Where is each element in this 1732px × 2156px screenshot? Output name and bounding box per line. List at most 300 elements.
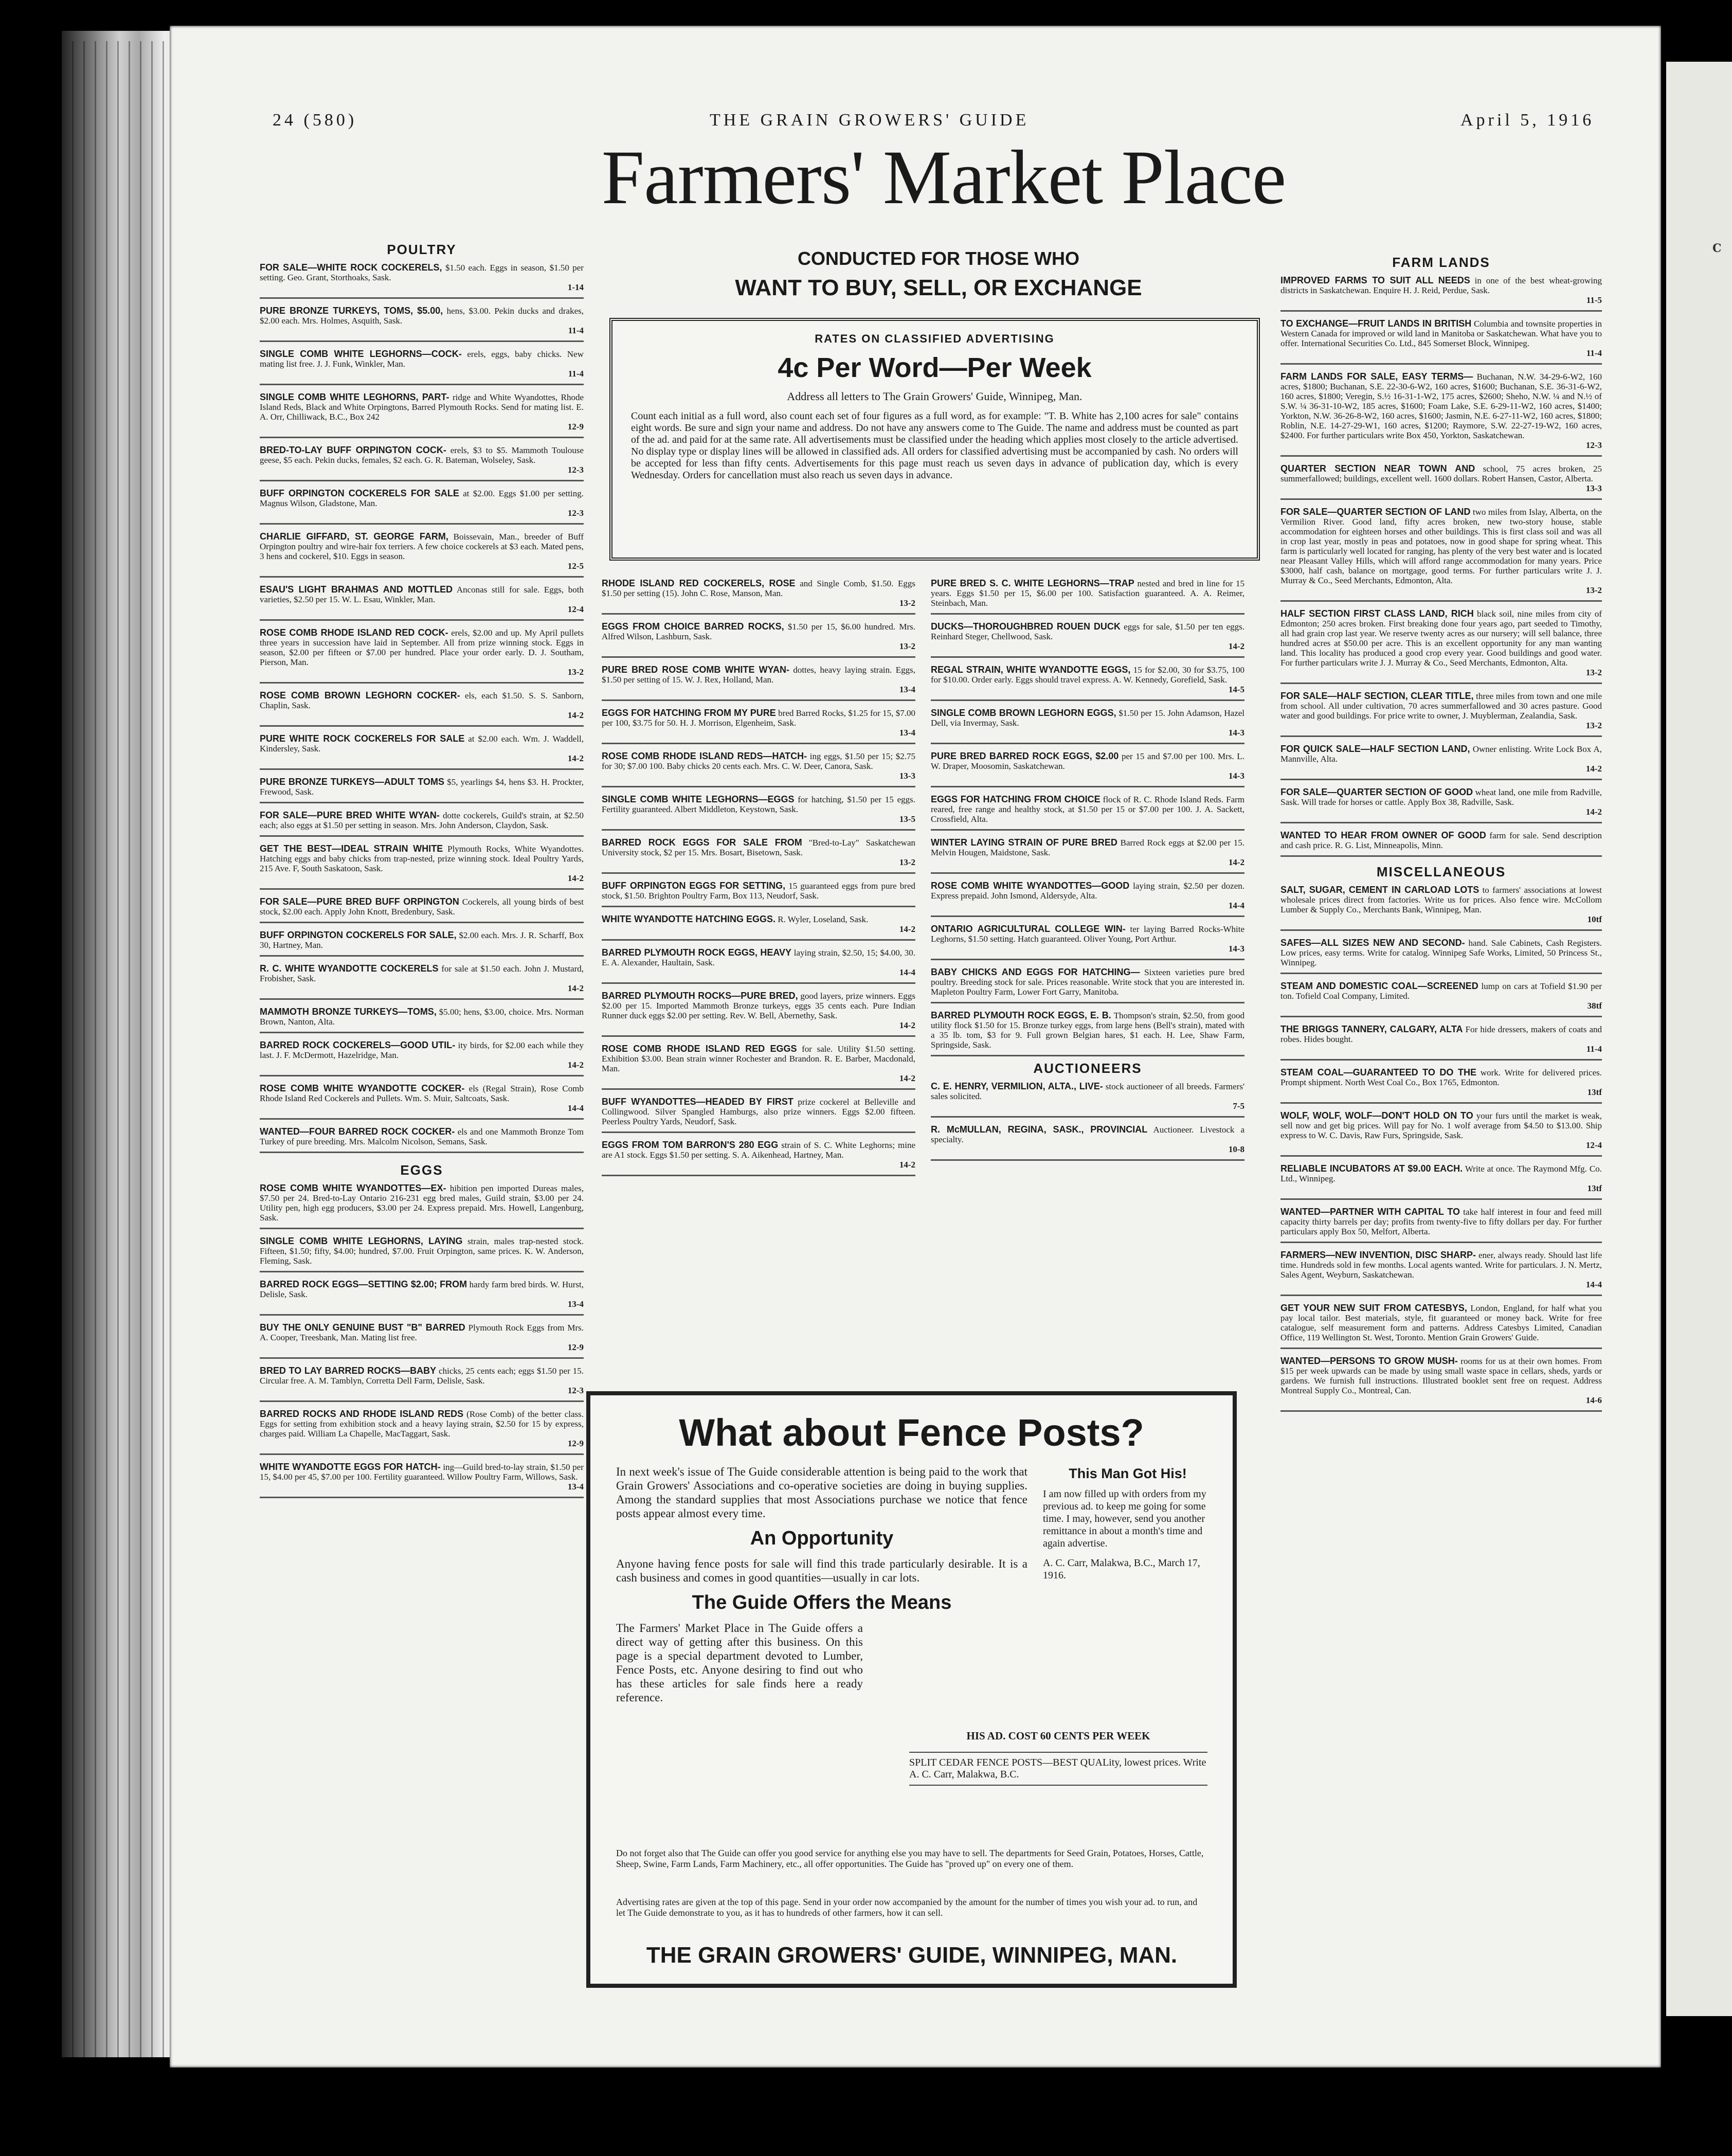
testimonial-signature: A. C. Carr, Malakwa, B.C., March 17, 1916. bbox=[1043, 1557, 1200, 1581]
classified-ad bbox=[260, 1462, 584, 1498]
ad-text: ing—Guild bred-to-lay strain, $1.50 per 15, $4.00 per 45, $7.00 per 100. Fertility guaranteed. Willow Poultry Farm, Willows, Sask. bbox=[260, 1462, 584, 1482]
classified-ad bbox=[260, 964, 584, 1000]
ad-reference: 13-2 bbox=[1585, 668, 1602, 677]
classified-ad bbox=[260, 1040, 584, 1076]
section-heading: MISCELLANEOUS bbox=[1376, 864, 1506, 879]
subtitle-line-2: WANT TO BUY, SELL, OR EXCHANGE bbox=[735, 275, 1142, 300]
ad-reference: 14-2 bbox=[567, 710, 584, 720]
ad-text: for sale at $1.50 each. John J. Mustard, Frobisher, Sask. bbox=[260, 964, 584, 983]
ad-reference: 12-9 bbox=[567, 422, 584, 432]
ad-reference: 14-5 bbox=[1228, 685, 1244, 694]
ad-reference: 10tf bbox=[1587, 914, 1602, 924]
ad-heading: ROSE COMB RHODE ISLAND REDS—HATCH- bbox=[602, 751, 807, 761]
ad-heading: BRED TO LAY BARRED ROCKS—BABY bbox=[260, 1366, 437, 1376]
sample-ad-text: SPLIT CEDAR FENCE POSTS—BEST QUALity, lowest prices. Write A. C. Carr, Malakwa, B.C. bbox=[909, 1752, 1207, 1786]
ad-heading: R. McMULLAN, REGINA, SASK., PROVINCIAL bbox=[931, 1124, 1148, 1135]
ad-text: Thompson's strain, $2.50, from good utility flock $1.50 for 15. Bronze turkey eggs, from large hens (Bell's strain), mated with a 35 lb. tom, $3 for 9. Full grown Belgian hares, $1 each. H. Lee, Shaw Farm, Springside, Sask. bbox=[931, 1011, 1245, 1050]
ad-text: your furs until the market is weak, sell now and get big prices. Will pay for No. 1 wolf average from $4.50 to $13.00. Ship express to W. C. Davis, Raw Furs, Springside, Sask. bbox=[1280, 1111, 1602, 1140]
ad-reference: 13-2 bbox=[899, 598, 915, 608]
ad-text: 15 for $2.00, 30 for $3.75, 100 for $10.00. Order early. Eggs should travel express. A. W. Kennedy, Gorefield, Sask. bbox=[931, 665, 1245, 685]
ad-text: ener, always ready. Should last life time. Hundreds sold in few months. Local agents wanted. Write for particulars. J. N. Mertz, Sales Agent, Weyburn, Saskatchewan. bbox=[1280, 1250, 1602, 1280]
ad-reference: 14-2 bbox=[1585, 764, 1602, 774]
ad-reference: 13-4 bbox=[899, 685, 915, 694]
ad-heading: HALF SECTION FIRST CLASS LAND, RICH bbox=[1280, 608, 1474, 619]
facing-page-edge bbox=[1666, 62, 1732, 2016]
rates-price: 4c Per Word—Per Week bbox=[778, 352, 1092, 383]
facing-page-fragment: C bbox=[1712, 242, 1722, 255]
ad-text: work. Write for delivered prices. Prompt shipment. North West Coal Co., Box 1765, Edmonton. bbox=[1280, 1068, 1602, 1087]
classified-ad bbox=[602, 795, 915, 831]
ad-text: "Bred-to-Lay" Saskatchewan University stock, $2 per 15. Mrs. Bosart, Bisetown, Sask. bbox=[602, 838, 915, 857]
ad-text: hardy farm bred birds. W. Hurst, Delisle, Sask. bbox=[260, 1280, 584, 1299]
ad-text: school, 75 acres broken, 25 summerfallowed; buildings, excellent well. 1600 dollars. Robert Hansen, Castor, Alberta. bbox=[1280, 464, 1602, 483]
classified-ad bbox=[260, 392, 584, 438]
ad-text: erels, $3 to $5. Mammoth Toulouse geese, $5 each. Pekin ducks, females, $2 each. G. R. Bateman, Wolseley, Sask. bbox=[260, 445, 584, 465]
ad-reference: 12-3 bbox=[567, 465, 584, 475]
ad-heading: REGAL STRAIN, WHITE WYANDOTTE EGGS, bbox=[931, 664, 1131, 675]
classified-ad bbox=[260, 1127, 584, 1153]
ad-reference: 11-4 bbox=[568, 326, 584, 335]
ad-text: to farmers' associations at lowest wholesale prices direct from factories. Write us for prices. Also fence wire. McCollom Lumber & Supply Co., Merchants Bank, Winnipeg, Man. bbox=[1280, 885, 1602, 914]
ad-text: els, each $1.50. S. S. Sanborn, Chaplin, Sask. bbox=[260, 691, 584, 710]
classified-ad bbox=[260, 811, 584, 837]
ad-reference: 14-2 bbox=[899, 1020, 915, 1030]
classified-ad bbox=[602, 948, 915, 984]
ad-reference: 14-2 bbox=[567, 873, 584, 883]
ad-text: $5, yearlings $4, hens $3. H. Prockter, Frewood, Sask. bbox=[260, 777, 584, 797]
fence-posts-ad bbox=[586, 1391, 1237, 1988]
classified-ad bbox=[1280, 1164, 1602, 1200]
classified-ad bbox=[1280, 372, 1602, 457]
ad-heading: ONTARIO AGRICULTURAL COLLEGE WIN- bbox=[931, 924, 1126, 934]
ad-reference: 14-3 bbox=[1228, 944, 1244, 954]
ad-text: hens, $3.00. Pekin ducks and drakes, $2.00 each. Mrs. Holmes, Asquith, Sask. bbox=[260, 306, 584, 326]
ad-reference: 13-2 bbox=[899, 857, 915, 867]
ad-heading: FARM LANDS FOR SALE, EASY TERMS— bbox=[1280, 371, 1473, 382]
ad-text: in one of the best wheat-growing districts in Saskatchewan. Enquire H. J. Reid, Perdue, Sask. bbox=[1280, 276, 1602, 295]
ad-text: ter laying Barred Rocks-White Leghorns, $1.50 setting. Hatch guaranteed. Oliver Young, Port Arthur. bbox=[931, 924, 1245, 944]
ad-heading: WOLF, WOLF, WOLF—DON'T HOLD ON TO bbox=[1280, 1110, 1473, 1121]
section-heading: EGGS bbox=[400, 1162, 443, 1178]
poultry-column bbox=[260, 242, 584, 1505]
ad-reference: 14-2 bbox=[567, 753, 584, 763]
ad-heading: R. C. WHITE WYANDOTTE COCKERELS bbox=[260, 963, 439, 974]
ad-text: Sixteen varieties pure bred poultry. Breeding stock for sale. Prices reasonable. Write stock that you are interested in. Mapleton Poultry Farm, Lower Fort Garry, Manitoba. bbox=[931, 967, 1244, 997]
ad-text: $2.00 each. Mrs. J. R. Scharff, Box 30, Hartney, Man. bbox=[260, 930, 584, 950]
classified-ad bbox=[260, 930, 584, 957]
classified-ad bbox=[602, 914, 915, 941]
page-title: Farmers' Market Place bbox=[601, 135, 1286, 220]
classified-ad bbox=[602, 751, 915, 787]
ad-heading: WHITE WYANDOTTE HATCHING EGGS. bbox=[602, 914, 776, 924]
classified-ad bbox=[1280, 1068, 1602, 1104]
ad-text: take half interest in four and feed mill capacity thirty barrels per day; profits from twenty-five to fifty dollars per day. For further particulars apply Box 50, Melfort, Alberta. bbox=[1280, 1207, 1602, 1236]
classified-ad bbox=[260, 1366, 584, 1402]
ad-text: $5.00; hens, $3.00, choice. Mrs. Norman Brown, Nanton, Alta. bbox=[260, 1007, 584, 1027]
ad-heading: SINGLE COMB WHITE LEGHORNS, LAYING bbox=[260, 1236, 463, 1246]
ad-text: Write at once. The Raymond Mfg. Co. Ltd., Winnipeg. bbox=[1280, 1164, 1602, 1183]
ad-text: farm for sale. Send description and cash price. R. G. List, Minneapolis, Minn. bbox=[1280, 831, 1602, 850]
ad-text: Anconas still for sale. Eggs, both varieties, $2.50 per 15. W. L. Esau, Winkler, Man. bbox=[260, 585, 584, 604]
ad-reference: 14-2 bbox=[1228, 857, 1244, 867]
ad-heading: SINGLE COMB WHITE LEGHORNS—EGGS bbox=[602, 794, 795, 804]
ad-reference: 12-9 bbox=[567, 1439, 584, 1448]
ad-text: chicks, 25 cents each; eggs $1.50 per 15. Circular free. A. M. Tamblyn, Corretta Dell Farm, Delisle, Sask. bbox=[260, 1366, 584, 1386]
ad-heading: BRED-TO-LAY BUFF ORPINGTON COCK- bbox=[260, 445, 446, 455]
ad-heading: RHODE ISLAND RED COCKERELS, ROSE bbox=[602, 578, 796, 588]
ad-reference: 14-2 bbox=[899, 1073, 915, 1083]
ad-text: dotte cockerels, Guild's strain, at $2.50 each; also eggs at $1.50 per setting in season. Mrs. John Anderson, Claydon, Sask. bbox=[260, 811, 584, 830]
classified-ad bbox=[931, 1082, 1244, 1118]
ad-reference: 13-3 bbox=[1585, 483, 1602, 493]
classified-ad bbox=[1280, 1303, 1602, 1349]
ad-text: Owner enlisting. Write Lock Box A, Mannville, Alta. bbox=[1280, 744, 1602, 764]
ad-reference: 14-2 bbox=[899, 924, 915, 934]
ad-heading: SALT, SUGAR, CEMENT IN CARLOAD LOTS bbox=[1280, 885, 1480, 895]
ad-reference: 13-2 bbox=[567, 667, 584, 677]
ad-heading: FOR SALE—PURE BRED WHITE WYAN- bbox=[260, 810, 440, 820]
classified-ad bbox=[931, 579, 1244, 615]
ad-text: For hide dressers, makers of coats and robes. Hides bought. bbox=[1280, 1025, 1602, 1044]
classified-ad bbox=[931, 1011, 1244, 1056]
classified-ad bbox=[1280, 691, 1602, 737]
classified-ad bbox=[260, 1280, 584, 1316]
classified-ad bbox=[602, 579, 915, 615]
sample-ad-title: HIS AD. COST 60 CENTS PER WEEK bbox=[966, 1730, 1150, 1742]
ad-text: good layers, prize winners. Eggs $2.00 per 15. Imported Mammoth Bronze turkeys, eggs 35 cents each. Pure Indian Runner duck eggs $2.00 per setting. Rev. W. Bell, Abernethy, Sask. bbox=[602, 991, 915, 1020]
ad-heading: SINGLE COMB WHITE LEGHORNS, PART- bbox=[260, 392, 449, 402]
classified-ad bbox=[260, 1409, 584, 1455]
ad-heading: FOR SALE—WHITE ROCK COCKERELS, bbox=[260, 262, 442, 273]
ad-text: Barred Rock eggs at $2.00 per 15. Melvin Hougen, Maidstone, Sask. bbox=[931, 838, 1244, 857]
classified-ad bbox=[602, 1140, 915, 1176]
ad-text: erels, $2.00 and up. My April pullets three years in succession have laid in September. All from prize winning stock. Eggs in season, $2.00 per fifteen or $7.00 per hundred. Place your order early. D. J. Southam, Pierson, Man. bbox=[260, 628, 584, 667]
ad-text: flock of R. C. Rhode Island Reds. Farm reared, free range and healthy stock, at $1.50 per 15 or $7.00 per 100. J. A. Sackett, Crossfield, Alta. bbox=[931, 795, 1244, 824]
ad-reference: 14-2 bbox=[1585, 807, 1602, 817]
classified-ad bbox=[260, 844, 584, 890]
classified-ad bbox=[1280, 938, 1602, 974]
ad-heading: SINGLE COMB BROWN LEGHORN EGGS, bbox=[931, 708, 1116, 718]
testimonial-title: This Man Got His! bbox=[1069, 1466, 1187, 1481]
fence-note: Do not forget also that The Guide can offer you good service for anything else you may have to sell. The departments for Seed Grain, Potatoes, Horses, Cattle, Sheep, Swine, Farm Lands, Farm Machinery, etc., all offer opportunities. The Guide has "proved up" on every one of them. bbox=[616, 1848, 1204, 1869]
ad-text: ity birds, for $2.00 each while they last. J. F. McDermott, Hazelridge, Man. bbox=[260, 1040, 584, 1060]
ad-text: prize cockerel at Belleville and Collingwood. Silver Spangled Hamburgs, also prize winners. Eggs $2.00 fifteen. Peerless Poultry Yards, Neudorf, Sask. bbox=[602, 1097, 916, 1126]
section-heading: FARM LANDS bbox=[1392, 255, 1490, 270]
classified-ad bbox=[1280, 609, 1602, 684]
rates-body: Count each initial as a full word, also count each set of four figures as a full word, as for example: "T. B. White has 2,100 acres for sale" contains eight words. Be sure and sign your name and address. Do not have any answers come to The Guide. The name and address must be counted as part of the ad. and paid for at the same rate. All advertisements must be classified under the heading which applies most closely to the article advertised. No display type or display lines will be allowed in classified ads. All orders for classified advertising must be accompanied by cash. No orders will be accepted for less than fifty cents. Advertisements for this page must reach us seven days in advance of publication day, which is every Wednesday. Orders for cancellation must also reach us seven days in advance. bbox=[631, 410, 1238, 481]
classified-ad bbox=[602, 1097, 915, 1133]
ad-reference: 11-4 bbox=[1586, 1044, 1602, 1054]
ad-reference: 13-2 bbox=[899, 641, 915, 651]
ad-heading: BABY CHICKS AND EGGS FOR HATCHING— bbox=[931, 967, 1140, 977]
ad-heading: BUFF ORPINGTON COCKERELS FOR SALE bbox=[260, 488, 459, 498]
ad-text: rooms for us at their own homes. From $15 per week upwards can be made by using small waste space in cellars, sheds, yards or gardens. We furnish full instructions. Illustrated booklet sent free on request. Address Montreal Supply Co., Montreal, Can. bbox=[1280, 1356, 1602, 1395]
ad-text: $1.50 per 15, $6.00 hundred. Mrs. Alfred Wilson, Lashburn, Sask. bbox=[602, 622, 915, 641]
ad-heading: BUFF WYANDOTTES—HEADED BY FIRST bbox=[602, 1097, 793, 1107]
ad-reference: 11-5 bbox=[1586, 295, 1602, 305]
ad-heading: BARRED PLYMOUTH ROCK EGGS, HEAVY bbox=[602, 947, 792, 958]
testimonial-text: I am now filled up with orders from my previous ad. to keep me going for some time. I may, however, send you another remittance in about a month's time and again advertise. bbox=[1043, 1488, 1206, 1549]
ad-heading: ROSE COMB RHODE ISLAND RED EGGS bbox=[602, 1044, 797, 1054]
middle-column-1 bbox=[602, 579, 915, 1183]
ad-heading: ROSE COMB BROWN LEGHORN COCKER- bbox=[260, 690, 460, 700]
classified-ad bbox=[260, 349, 584, 385]
classified-ad bbox=[260, 1183, 584, 1229]
classified-ad bbox=[1280, 1111, 1602, 1157]
classified-ad bbox=[1280, 1207, 1602, 1243]
ad-heading: WANTED TO HEAR FROM OWNER OF GOOD bbox=[1280, 830, 1486, 840]
classified-ad bbox=[931, 622, 1244, 658]
ad-heading: ROSE COMB WHITE WYANDOTTES—GOOD bbox=[931, 881, 1130, 891]
rates-heading: RATES ON CLASSIFIED ADVERTISING bbox=[815, 332, 1055, 345]
ad-reference: 12-4 bbox=[567, 604, 584, 614]
classified-ad bbox=[260, 306, 584, 342]
ad-reference: 13tf bbox=[1587, 1087, 1602, 1097]
classified-ad bbox=[931, 1125, 1244, 1161]
classified-ad bbox=[260, 1084, 584, 1120]
classified-ad bbox=[260, 897, 584, 923]
ad-text: strain of S. C. White Leghorns; mine are A1 stock. Eggs $1.50 per setting. S. A. Aikenhead, Hartney, Man. bbox=[602, 1140, 915, 1160]
ad-reference: 7-5 bbox=[1233, 1101, 1244, 1111]
ad-heading: BARRED ROCK EGGS—SETTING $2.00; FROM bbox=[260, 1279, 467, 1289]
ad-heading: WANTED—PARTNER WITH CAPITAL TO bbox=[1280, 1207, 1460, 1217]
classified-ad bbox=[260, 263, 584, 299]
ad-reference: 38tf bbox=[1587, 1001, 1602, 1011]
classified-ad bbox=[931, 838, 1244, 874]
ad-text: black soil, nine miles from city of Edmonton; 250 acres broken. First breaking done four years ago, part seeded to Timothy, all had grain crop last year. We reserve twenty acres as our nursery; will sell balance, three hundred acres at $50.00 per acre. This is an excellent opportunity for any man wanting land. This locality has produced a good crop every year. Good buildings and good water. For further particulars write J. J. Murray & Co., Seed Merchants, Edmonton, Alta. bbox=[1280, 609, 1602, 668]
ad-text: ing eggs, $1.50 per 15; $2.75 for 30; $7.00 100. Baby chicks 20 cents each. Mrs. C. W. Deer, Canora, Sask. bbox=[602, 751, 915, 771]
ad-text: Cockerels, all young birds of best stock, $2.00 each. Apply John Knott, Bredenbury, Sask. bbox=[260, 897, 584, 917]
fence-footer: THE GRAIN GROWERS' GUIDE, WINNIPEG, MAN. bbox=[646, 1943, 1178, 1968]
ad-reference: 14-2 bbox=[567, 1060, 584, 1070]
journal-name: THE GRAIN GROWERS' GUIDE bbox=[710, 111, 1030, 130]
section-heading: AUCTIONEERS bbox=[1033, 1061, 1142, 1076]
ad-heading: PURE BRED ROSE COMB WHITE WYAN- bbox=[602, 664, 789, 675]
ad-reference: 10-8 bbox=[1228, 1144, 1244, 1154]
classified-ad bbox=[1280, 787, 1602, 823]
classified-ad bbox=[602, 991, 915, 1037]
ad-heading: MAMMOTH BRONZE TURKEYS—TOMS, bbox=[260, 1007, 437, 1017]
ad-heading: BARRED PLYMOUTH ROCKS—PURE BRED, bbox=[602, 991, 798, 1001]
ad-heading: ESAU'S LIGHT BRAHMAS AND MOTTLED bbox=[260, 584, 453, 595]
classified-ad bbox=[931, 881, 1244, 917]
ad-heading: EGGS FROM TOM BARRON'S 280 EGG bbox=[602, 1140, 779, 1150]
ad-heading: EGGS FOR HATCHING FROM CHOICE bbox=[931, 794, 1100, 804]
ad-reference: 14-4 bbox=[899, 967, 915, 977]
classified-ad bbox=[1280, 981, 1602, 1017]
ad-text: wheat land, one mile from Radville, Sask. Will trade for horses or cattle. Apply Box 38, Radville, Sask. bbox=[1280, 787, 1602, 807]
classified-ad bbox=[260, 691, 584, 727]
sample-ad bbox=[909, 1730, 1207, 1786]
ad-heading: WANTED—FOUR BARRED ROCK COCKER- bbox=[260, 1126, 455, 1137]
ad-heading: WANTED—PERSONS TO GROW MUSH- bbox=[1280, 1356, 1458, 1366]
classified-ad bbox=[1280, 507, 1602, 602]
fence-title: What about Fence Posts? bbox=[679, 1411, 1144, 1454]
ad-heading: BARRED ROCK EGGS FOR SALE FROM bbox=[602, 837, 802, 848]
ad-heading: PURE WHITE ROCK COCKERELS FOR SALE bbox=[260, 733, 465, 744]
ad-reference: 12-3 bbox=[567, 1386, 584, 1395]
classified-ad bbox=[260, 777, 584, 803]
classified-ad bbox=[602, 708, 915, 744]
ad-reference: 1-14 bbox=[567, 282, 584, 292]
ad-heading: GET THE BEST—IDEAL STRAIN WHITE bbox=[260, 843, 443, 854]
ad-text: hand. Sale Cabinets, Cash Registers. Low prices, easy terms. Write for catalog. Winnipeg Safe Works, Limited, 50 Princess St., Winnipeg. bbox=[1280, 938, 1602, 967]
ad-text: three miles from town and one mile from school. All under cultivation, 70 acres summerfallowed and 30 acres pasture. Good water and good buildings. For price write to owner, J. Muyblerman, Zealandia, Sask. bbox=[1280, 691, 1602, 721]
classified-ad bbox=[260, 628, 584, 684]
ad-heading: SAFES—ALL SIZES NEW AND SECOND- bbox=[1280, 938, 1465, 948]
classified-ad bbox=[602, 838, 915, 874]
classified-ad bbox=[931, 967, 1244, 1003]
ad-reference: 14-3 bbox=[1228, 728, 1244, 738]
page-edges bbox=[72, 41, 185, 2057]
ad-heading: FOR QUICK SALE—HALF SECTION LAND, bbox=[1280, 744, 1470, 754]
issue-date: April 5, 1916 bbox=[1460, 111, 1595, 130]
ad-heading: PURE BRONZE TURKEYS—ADULT TOMS bbox=[260, 777, 445, 787]
ad-heading: BUFF ORPINGTON COCKERELS FOR SALE, bbox=[260, 930, 457, 940]
ad-text: two miles from Islay, Alberta, on the Vermilion River. Good land, fifty acres broken, new two-story house, stable accommodation for eighteen horses and other buildings. This is first class soil and was all in crop last year, mostly in peas and potatoes, now in good shape for spring wheat. This farm is particularly well located for ranging, has plenty of the very best water and is located near Pleasant Valley Hills, which will afford range accommodation for many years. Price $3000, half cash, balance on mortgage, good terms. For further particulars write J. J. Murray & Co., Seed Merchants, Edmonton, Alta. bbox=[1280, 507, 1602, 585]
ad-text: $1.50 each. Eggs in season, $1.50 per setting. Geo. Grant, Storthoaks, Sask. bbox=[260, 263, 584, 282]
classified-ad bbox=[1280, 1250, 1602, 1296]
classified-ad bbox=[931, 924, 1244, 960]
classified-ad bbox=[260, 1007, 584, 1033]
ad-text: (Rose Comb) of the better class. Eggs for setting from exhibition stock and a heavy laying strain, $2.50 for 15 by express, charges paid. William La Chapelle, MacTaggart, Sask. bbox=[260, 1409, 584, 1439]
classified-ad bbox=[260, 1323, 584, 1359]
classified-ad bbox=[1280, 319, 1602, 365]
ad-reference: 12-4 bbox=[1585, 1140, 1602, 1150]
ad-heading: THE BRIGGS TANNERY, CALGARY, ALTA bbox=[1280, 1024, 1463, 1034]
ad-heading: PURE BRONZE TURKEYS, TOMS, $5.00, bbox=[260, 306, 443, 316]
ad-heading: C. E. HENRY, VERMILION, ALTA., LIVE- bbox=[931, 1081, 1103, 1091]
classified-ad bbox=[260, 734, 584, 770]
classified-ad bbox=[260, 532, 584, 578]
ad-reference: 13-4 bbox=[567, 1299, 584, 1309]
ad-heading: ROSE COMB RHODE ISLAND RED COCK- bbox=[260, 627, 448, 638]
ad-heading: BARRED ROCK COCKERELS—GOOD UTIL- bbox=[260, 1040, 456, 1050]
classified-ad bbox=[931, 751, 1244, 787]
right-column bbox=[1280, 255, 1602, 1419]
fence-note: Advertising rates are given at the top of this page. Send in your order now accompanied by the amount for the number of times you wish your ad. to run, and let The Guide demonstrate to you, as it has to hundreds of other farmers, how it can sell. bbox=[616, 1897, 1198, 1918]
rates-box bbox=[609, 318, 1260, 561]
fence-paragraph: In next week's issue of The Guide considerable attention is being paid to the work that Grain Growers' Associations and co-operative societies are doing in buying supplies. Among the standard supplies that most Associations purchase we notice that fence posts appear almost every time. bbox=[616, 1465, 1027, 1520]
ad-reference: 13-3 bbox=[899, 771, 915, 781]
ad-reference: 14-4 bbox=[1228, 901, 1244, 910]
ad-heading: EGGS FROM CHOICE BARRED ROCKS, bbox=[602, 621, 784, 632]
ad-heading: IMPROVED FARMS TO SUIT ALL NEEDS bbox=[1280, 275, 1470, 285]
ad-text: per 15 and $7.00 per 100. Mrs. L. W. Draper, Moosomin, Saskatchewan. bbox=[931, 751, 1244, 771]
ad-reference: 12-5 bbox=[567, 561, 584, 571]
ad-heading: FARMERS—NEW INVENTION, DISC SHARP- bbox=[1280, 1250, 1476, 1260]
ad-reference: 14-2 bbox=[567, 983, 584, 993]
ad-text: laying strain, $2.50 per dozen. Express prepaid. John Ismond, Aldersyde, Alta. bbox=[931, 881, 1245, 901]
classified-ad bbox=[602, 665, 915, 701]
ad-text: erels, eggs, baby chicks. New mating list free. J. J. Funk, Winkler, Man. bbox=[260, 349, 584, 369]
ad-heading: FOR SALE—PURE BRED BUFF ORPINGTON bbox=[260, 896, 459, 907]
classified-ad bbox=[1280, 831, 1602, 857]
ad-heading: ROSE COMB WHITE WYANDOTTE COCKER- bbox=[260, 1083, 465, 1093]
ad-heading: FOR SALE—QUARTER SECTION OF LAND bbox=[1280, 507, 1471, 517]
classified-ad bbox=[931, 795, 1244, 831]
ad-reference: 13tf bbox=[1587, 1183, 1602, 1193]
ad-heading: CHARLIE GIFFARD, ST. GEORGE FARM, bbox=[260, 531, 448, 542]
classified-ad bbox=[602, 881, 915, 907]
ad-heading: PURE BRED BARRED ROCK EGGS, $2.00 bbox=[931, 751, 1119, 761]
ad-reference: 11-4 bbox=[568, 369, 584, 379]
fence-paragraph: Anyone having fence posts for sale will find this trade particularly desirable. It is a cash business and comes in good quantities—usually in car lots. bbox=[616, 1557, 1027, 1584]
ad-text: and Single Comb, $1.50. Eggs $1.50 per setting (15). John C. Rose, Manson, Man. bbox=[602, 579, 915, 598]
ad-text: eggs for sale, $1.50 per ten eggs. Reinhard Steger, Chellwood, Sask. bbox=[931, 622, 1244, 641]
ad-heading: WINTER LAYING STRAIN OF PURE BRED bbox=[931, 837, 1117, 848]
ad-text: for sale. Utility $1.50 setting. Exhibition $3.00. Bean strain winner Rochester and Brandon. R. E. Barber, Macdonald, Man. bbox=[602, 1044, 916, 1073]
ad-heading: BUFF ORPINGTON EGGS FOR SETTING, bbox=[602, 881, 786, 891]
ad-heading: FOR SALE—QUARTER SECTION OF GOOD bbox=[1280, 787, 1473, 797]
fence-paragraph: The Farmers' Market Place in The Guide offers a direct way of getting after this business. On this page is a special department devoted to Lumber, Fence Posts, etc. Anyone desiring to find out who has these articles for sale finds here a ready reference. bbox=[616, 1622, 863, 1704]
classified-ad bbox=[1280, 1356, 1602, 1412]
fence-subheading: The Guide Offers the Means bbox=[692, 1592, 952, 1613]
classified-ad bbox=[931, 665, 1244, 701]
ad-reference: 12-3 bbox=[567, 508, 584, 518]
classified-ad bbox=[260, 489, 584, 525]
ad-text: at $2.00 each. Wm. J. Waddell, Kindersley, Sask. bbox=[260, 734, 584, 753]
ad-reference: 13-2 bbox=[1585, 585, 1602, 595]
ad-heading: STEAM AND DOMESTIC COAL—SCREENED bbox=[1280, 981, 1478, 991]
ad-reference: 13-4 bbox=[899, 728, 915, 738]
ad-text: Auctioneer. Livestock a specialty. bbox=[931, 1125, 1245, 1144]
ad-heading: PURE BRED S. C. WHITE LEGHORNS—TRAP bbox=[931, 578, 1134, 588]
ad-text: Plymouth Rock Eggs from Mrs. A. Cooper, Treesbank, Man. Mating list free. bbox=[260, 1323, 584, 1342]
ad-text: laying strain, $2.50, 15; $4.00, 30. E. A. Alexander, Haultain, Sask. bbox=[602, 948, 915, 967]
ad-reference: 13-2 bbox=[1585, 721, 1602, 730]
ad-heading: QUARTER SECTION NEAR TOWN AND bbox=[1280, 463, 1475, 474]
section-heading: POULTRY bbox=[387, 242, 457, 257]
ad-text: Buchanan, N.W. 34-29-6-W2, 160 acres, $1800; Buchanan, S.E. 22-30-6-W2, 160 acres, $1600; Buchanan, S.E. 36-31-6-W2, 160 acres, $1800; Veregin, S.½ 16-31-1-W2, 175 acres, $2600; Sheho, N.W. ¼ and N.½ of S.W. ¼ 36-31-10-W2, 185 acres, $1600; Foam Lake, S.E. 6-29-11-W2, 160 acres, $1400; Yorkton, N.W. 36-26-8-W2, 160 acres, $1600; Jasmin, N.E. 6-27-11-W2, 160 acres, $1800; Roblin, N.E. 14-27-29-W1, 160 acres, $1200; Raymore, S.W. 22-27-19-W2, 160 acres, $2400. For further particulars write Box 450, Yorkton, Saskatchewan. bbox=[1280, 372, 1602, 440]
ad-heading: DUCKS—THOROUGHBRED ROUEN DUCK bbox=[931, 621, 1121, 632]
ad-heading: STEAM COAL—GUARANTEED TO DO THE bbox=[1280, 1067, 1477, 1077]
ad-heading: WHITE WYANDOTTE EGGS FOR HATCH- bbox=[260, 1462, 441, 1472]
ad-heading: BARRED ROCKS AND RHODE ISLAND REDS bbox=[260, 1409, 464, 1419]
rates-address: Address all letters to The Grain Growers' Guide, Winnipeg, Man. bbox=[787, 390, 1082, 403]
ad-text: nested and bred in line for 15 years. Eggs $1.50 per 15, $6.00 per 100. Satisfaction guaranteed. A. A. Reimer, Steinbach, Man. bbox=[931, 579, 1245, 608]
page-number: 24 (580) bbox=[273, 111, 357, 130]
ad-heading: RELIABLE INCUBATORS AT $9.00 EACH. bbox=[1280, 1163, 1463, 1174]
ad-reference: 14-2 bbox=[1228, 641, 1244, 651]
ad-reference: 12-9 bbox=[567, 1342, 584, 1352]
ad-heading: GET YOUR NEW SUIT FROM CATESBYS, bbox=[1280, 1303, 1467, 1313]
ad-text: lump on cars at Tofield $1.90 per ton. Tofield Coal Company, Limited. bbox=[1280, 981, 1602, 1001]
classified-ad bbox=[1280, 464, 1602, 500]
ad-text: els (Regal Strain), Rose Comb Rhode Island Red Cockerels and Pullets. Wm. S. Muir, Saltcoats, Sask. bbox=[260, 1084, 584, 1103]
classified-ad bbox=[260, 445, 584, 481]
ad-reference: 14-4 bbox=[567, 1103, 584, 1113]
testimonial bbox=[1043, 1467, 1213, 1582]
ad-heading: BUY THE ONLY GENUINE BUST "B" BARRED bbox=[260, 1322, 465, 1333]
classified-ad bbox=[602, 622, 915, 658]
ad-reference: 13-5 bbox=[899, 814, 915, 824]
ad-reference: 11-4 bbox=[1586, 348, 1602, 358]
ad-reference: 14-3 bbox=[1228, 771, 1244, 781]
middle-column-2 bbox=[931, 579, 1244, 1168]
ad-reference: 13-4 bbox=[567, 1482, 584, 1492]
ad-text: for hatching, $1.50 per 15 eggs. Fertility guaranteed. Albert Middleton, Keystown, Sask. bbox=[602, 795, 915, 814]
ad-text: strain, males trap-nested stock. Fifteen, $1.50; fifty, $4.00; hundred, $7.00. Fruit Orpington, same prices. K. W. Anderson, Fleming, Sask. bbox=[260, 1236, 584, 1266]
classified-ad bbox=[602, 1044, 915, 1090]
ad-text: 15 guaranteed eggs from pure bred stock, $1.50. Brighton Poultry Farm, Box 113, Neudorf, Sask. bbox=[602, 881, 916, 901]
ad-heading: SINGLE COMB WHITE LEGHORNS—COCK- bbox=[260, 349, 462, 359]
ad-heading: EGGS FOR HATCHING FROM MY PURE bbox=[602, 708, 776, 718]
subtitle-line-1: CONDUCTED FOR THOSE WHO bbox=[798, 248, 1079, 269]
ad-text: Columbia and townsite properties in Western Canada for improved or wild land in Manitoba or Saskatchewan. What have you to offer. International Securities Co. Ltd., 845 Somerset Block, Winnipeg. bbox=[1280, 319, 1602, 348]
ad-heading: BARRED PLYMOUTH ROCK EGGS, E. B. bbox=[931, 1010, 1111, 1020]
classified-ad bbox=[1280, 744, 1602, 780]
